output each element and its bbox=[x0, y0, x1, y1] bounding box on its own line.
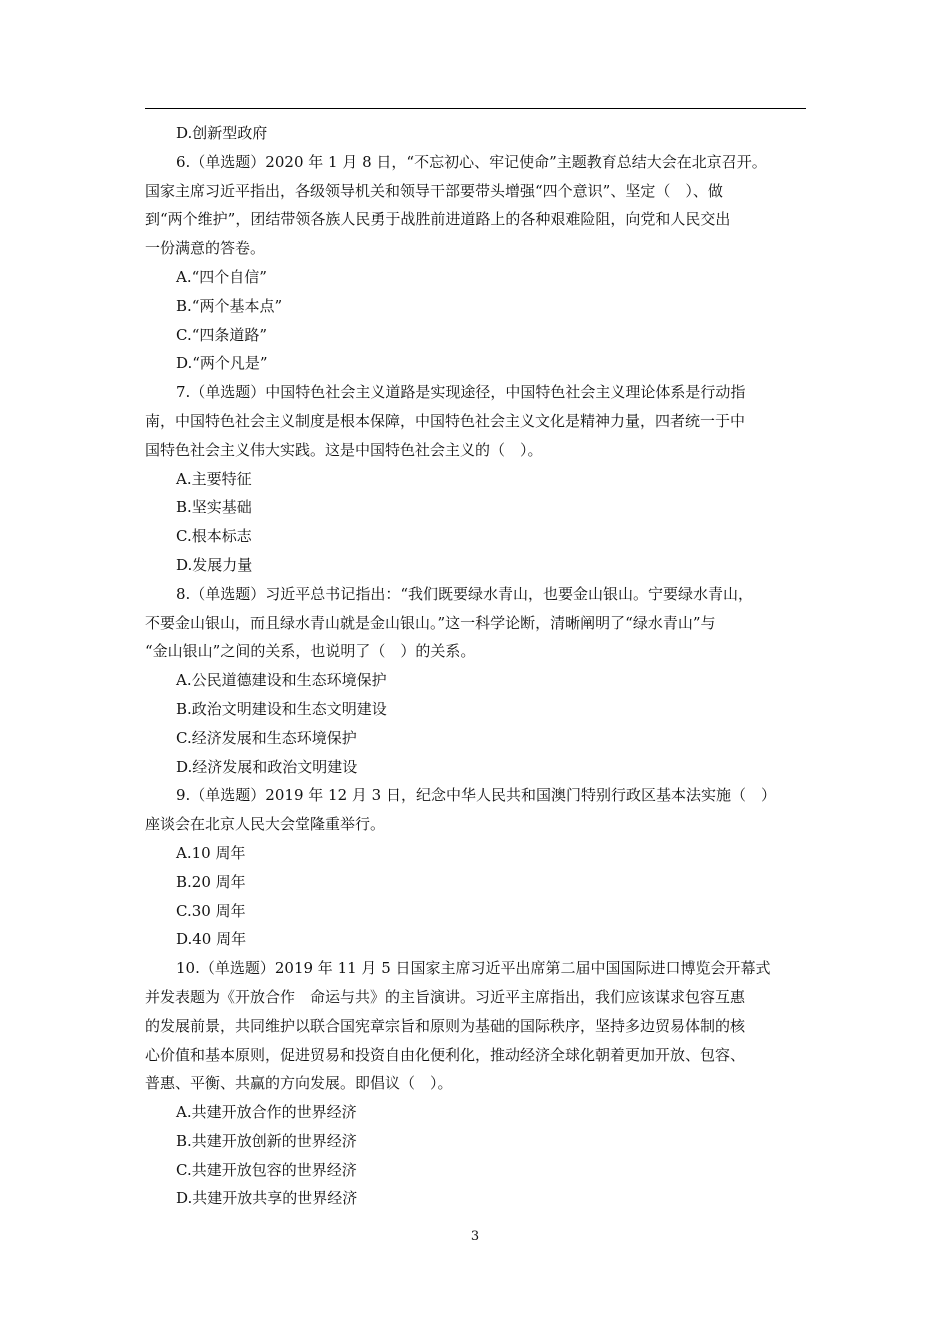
option-b: B.20 周年 bbox=[176, 872, 246, 891]
option-a: A.主要特征 bbox=[176, 469, 252, 488]
option-d: D.发展力量 bbox=[176, 555, 253, 574]
question-6 bbox=[145, 148, 807, 378]
question-8 bbox=[145, 580, 807, 782]
question-text-line: “金山银山”之间的关系，也说明了（ ）的关系。 bbox=[145, 642, 476, 661]
option-b: B.“两个基本点” bbox=[176, 296, 283, 315]
page-number: 3 bbox=[470, 1229, 480, 1244]
question-9 bbox=[145, 781, 807, 954]
question-7 bbox=[145, 378, 807, 580]
question-text-line: 国特色社会主义伟大实践。这是中国特色社会主义的（ ）。 bbox=[145, 440, 543, 459]
question-text-line: 8.（单选题）习近平总书记指出：“我们既要绿水青山，也要金山银山。宁要绿水青山， bbox=[176, 584, 753, 603]
header-rule bbox=[145, 108, 806, 109]
option-d: D.40 周年 bbox=[176, 930, 247, 949]
question-text-line: 10.（单选题）2019 年 11 月 5 日国家主席习近平出席第二届中国国际进口博览会开幕式 bbox=[176, 959, 771, 978]
option-b: B.共建开放创新的世界经济 bbox=[176, 1131, 357, 1150]
option-b: B.政治文明建设和生态文明建设 bbox=[176, 699, 387, 718]
option-c: C.共建开放包容的世界经济 bbox=[176, 1160, 357, 1179]
option-c: C.经济发展和生态环境保护 bbox=[176, 728, 357, 747]
question-text-line: 9.（单选题）2019 年 12 月 3 日，纪念中华人民共和国澳门特别行政区基本法实施（ ） bbox=[176, 786, 776, 805]
option-d: D.“两个凡是” bbox=[176, 354, 268, 373]
question-text-line: 的发展前景，共同维护以联合国宪章宗旨和原则为基础的国际秩序，坚持多边贸易体制的核 bbox=[145, 1016, 746, 1035]
option-c: C.30 周年 bbox=[176, 901, 246, 920]
question-text-line: 一份满意的答卷。 bbox=[145, 239, 266, 258]
question-10 bbox=[145, 954, 807, 1213]
question-text-line: 并发表题为《开放合作 命运与共》的主旨演讲。习近平主席指出，我们应该谋求包容互惠 bbox=[145, 987, 746, 1006]
question-text-line: 心价值和基本原则，促进贸易和投资自由化便利化，推动经济全球化朝着更加开放、包容、 bbox=[145, 1045, 746, 1064]
question-text-line: 普惠、平衡、共赢的方向发展。即倡议（ ）。 bbox=[145, 1074, 453, 1093]
option-a: A.10 周年 bbox=[176, 843, 246, 862]
question-text-line: 国家主席习近平指出，各级领导机关和领导干部要带头增强“四个意识”、坚定（ ）、做 bbox=[145, 181, 723, 200]
option-c: C.根本标志 bbox=[176, 527, 252, 546]
option-a: A.“四个自信” bbox=[176, 267, 267, 286]
page-content bbox=[145, 119, 807, 1213]
option-c: C.“四条道路” bbox=[176, 325, 268, 344]
question-text-line: 不要金山银山，而且绿水青山就是金山银山。”这一科学论断，清晰阐明了“绿水青山”与 bbox=[145, 613, 716, 632]
option-d: D.经济发展和政治文明建设 bbox=[176, 757, 358, 776]
option-line: D.创新型政府 bbox=[176, 124, 268, 142]
option-a: A.共建开放合作的世界经济 bbox=[176, 1103, 357, 1122]
option-b: B.坚实基础 bbox=[176, 498, 252, 517]
option-d: D.共建开放共享的世界经济 bbox=[176, 1189, 358, 1208]
question-text-line: 6.（单选题）2020 年 1 月 8 日，“不忘初心、牢记使命”主题教育总结大会在北京召开。 bbox=[176, 152, 767, 171]
question-text-line: 到“两个维护”，团结带领各族人民勇于战胜前进道路上的各种艰难险阻，向党和人民交出 bbox=[145, 210, 731, 229]
question-text-line: 座谈会在北京人民大会堂隆重举行。 bbox=[145, 815, 386, 834]
question-text-line: 7.（单选题）中国特色社会主义道路是实现途径，中国特色社会主义理论体系是行动指 bbox=[176, 383, 746, 402]
question-text-line: 南，中国特色社会主义制度是根本保障，中国特色社会主义文化是精神力量，四者统一于中 bbox=[145, 411, 746, 430]
option-a: A.公民道德建设和生态环境保护 bbox=[176, 671, 387, 690]
